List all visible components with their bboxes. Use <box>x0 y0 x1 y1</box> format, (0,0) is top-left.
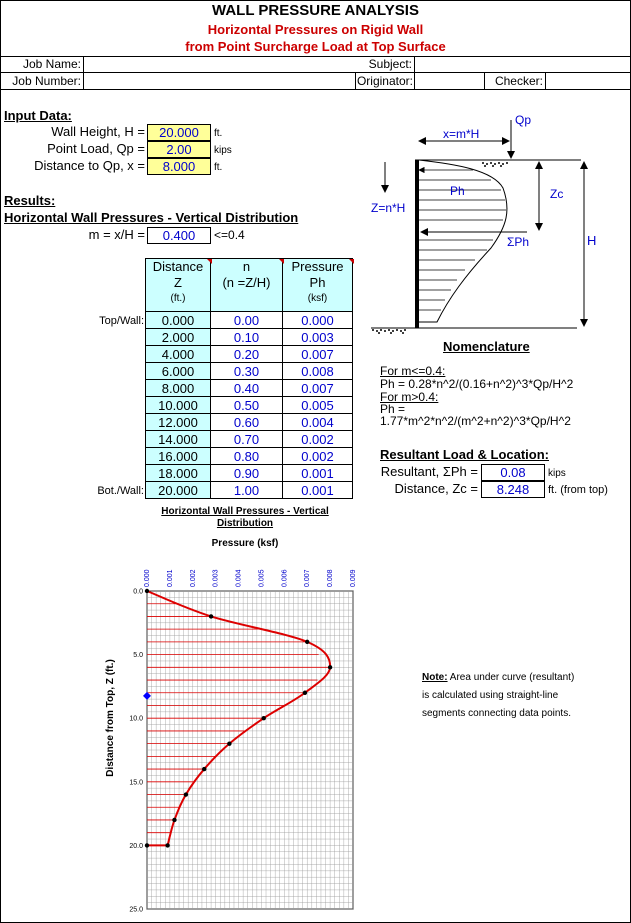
diagram-z-label: Z=n*H <box>371 201 406 215</box>
table-row: 20.000 1.00 0.001 <box>146 482 353 499</box>
chart-grid <box>147 591 353 909</box>
comment-indicator <box>207 259 212 264</box>
data-point <box>303 691 307 695</box>
col-pressure-header: Pressure Ph (ksf) <box>283 259 353 312</box>
diagram-sumph-label: ΣPh <box>507 235 530 249</box>
table-row: 0.000 0.00 0.000 <box>146 312 353 329</box>
checker-label: Checker: <box>494 74 543 88</box>
results-table <box>145 258 353 499</box>
diagram-ph-label: Ph <box>450 184 465 198</box>
zc-output: 8.248 <box>481 481 545 498</box>
nomenclature-line-2: Ph = 0.28*n^2/(0.16+n^2)^3*Qp/H^2 <box>380 377 574 391</box>
x-tick-label: 0.008 <box>327 569 335 587</box>
pressure-chart <box>95 500 375 920</box>
distance-input[interactable]: 8.000 <box>147 158 211 175</box>
comment-indicator <box>349 259 354 264</box>
note-label: Note: <box>422 672 448 683</box>
col-n-header: n (n =Z/H) <box>211 259 283 312</box>
wall-height-input[interactable]: 20.000 <box>147 124 211 141</box>
nomenclature-line-1: For m<=0.4: <box>380 364 446 378</box>
resultant-heading: Resultant Load & Location: <box>380 447 549 462</box>
page-title: WALL PRESSURE ANALYSIS <box>212 2 419 19</box>
data-point <box>209 614 213 618</box>
x-tick-label: 0.001 <box>166 569 174 587</box>
note-line-2: is calculated using straight-line <box>422 690 559 701</box>
m-output: 0.400 <box>147 227 211 244</box>
diagram-x-label: x=m*H <box>443 127 480 141</box>
m-note: <=0.4 <box>214 228 245 242</box>
zc-unit: ft. (from top) <box>548 484 608 496</box>
chart-y-axis-label: Distance from Top, Z (ft.) <box>105 659 116 777</box>
data-point <box>202 767 206 771</box>
results-heading: Results: <box>4 193 56 208</box>
header-line-3 <box>0 89 631 90</box>
table-row: 4.000 0.20 0.007 <box>146 346 353 363</box>
diagram-zc-label: Zc <box>550 187 564 201</box>
note-line-1 <box>422 668 574 687</box>
data-point <box>184 792 188 796</box>
resultant-label: Resultant, ΣPh = <box>380 464 478 479</box>
job-number-field[interactable] <box>84 73 354 88</box>
diagram-qp-label: Qp <box>515 113 532 127</box>
resultant-output: 0.08 <box>481 464 545 481</box>
resultant-unit: kips <box>548 468 566 479</box>
data-point <box>305 640 309 644</box>
x-tick-label: 0.002 <box>189 569 197 587</box>
nomenclature-line-5: 1.77*m^2*n^2/(m^2+n^2)^3*Qp/H^2 <box>380 414 571 428</box>
col-distance-header: Distance Z (ft.) <box>146 259 211 312</box>
wall-height-label: Wall Height, H = <box>51 124 145 139</box>
table-row: 16.000 0.80 0.002 <box>146 448 353 465</box>
bot-wall-label: Bot./Wall: <box>97 485 144 497</box>
distance-unit: ft. <box>214 162 223 173</box>
page-subtitle-2: from Point Surcharge Load at Top Surface <box>185 39 446 54</box>
note-text: Area under curve (resultant) <box>447 672 575 683</box>
nomenclature-line-4: Ph = <box>380 402 406 416</box>
x-tick-label: 0.005 <box>258 569 266 587</box>
table-row: 14.000 0.70 0.002 <box>146 431 353 448</box>
results-subheading: Horizontal Wall Pressures - Vertical Distribution <box>4 210 299 225</box>
nomenclature-line-3: For m>0.4: <box>380 390 439 404</box>
top-wall-label: Top/Wall: <box>99 315 144 327</box>
table-row: 18.000 0.90 0.001 <box>146 465 353 482</box>
y-tick-label: 20.0 <box>129 842 143 850</box>
data-point <box>328 665 332 669</box>
y-tick-label: 10.0 <box>129 715 143 723</box>
data-point <box>227 741 231 745</box>
comment-indicator <box>279 259 284 264</box>
y-tick-label: 25.0 <box>129 906 143 914</box>
data-point <box>145 843 149 847</box>
table-row: 8.000 0.40 0.007 <box>146 380 353 397</box>
x-tick-label: 0.006 <box>281 569 289 587</box>
diagram-h-label: H <box>587 233 597 248</box>
checker-field[interactable] <box>546 73 630 88</box>
distance-label: Distance to Qp, x = <box>34 158 145 173</box>
subject-label: Subject: <box>368 57 412 71</box>
job-number-label: Job Number: <box>12 74 81 88</box>
subject-field[interactable] <box>415 57 629 72</box>
chart-title-line-2: Distribution <box>216 518 274 529</box>
chart-title: Horizontal Wall Pressures - Vertical <box>161 506 329 517</box>
x-tick-label: 0.004 <box>235 569 243 587</box>
x-tick-label: 0.009 <box>350 569 357 587</box>
job-name-field[interactable] <box>84 57 352 72</box>
x-tick-label: 0.000 <box>144 569 151 587</box>
originator-label: Originator: <box>356 74 413 88</box>
data-point <box>165 843 169 847</box>
point-load-input[interactable]: 2.00 <box>147 141 211 158</box>
x-tick-label: 0.007 <box>304 569 312 587</box>
input-data-heading: Input Data: <box>4 108 72 123</box>
point-load-label: Point Load, Qp = <box>47 141 145 156</box>
data-point <box>172 818 176 822</box>
table-row: 12.000 0.60 0.004 <box>146 414 353 431</box>
zc-label: Distance, Zc = <box>394 481 478 496</box>
table-row: 6.000 0.30 0.008 <box>146 363 353 380</box>
data-point <box>262 716 266 720</box>
page-subtitle-1: Horizontal Pressures on Rigid Wall <box>207 22 424 37</box>
data-point <box>145 589 149 593</box>
chart-x-axis-label: Pressure (ksf) <box>211 538 279 549</box>
point-load-unit: kips <box>214 145 232 156</box>
wall-diagram <box>365 108 630 343</box>
m-label: m = x/H = <box>88 227 145 242</box>
wall-height-unit: ft. <box>214 128 223 139</box>
y-tick-label: 0.0 <box>133 588 143 596</box>
note-line-3: segments connecting data points. <box>422 708 571 719</box>
y-tick-label: 15.0 <box>129 779 143 787</box>
table-row: 2.000 0.10 0.003 <box>146 329 353 346</box>
x-tick-label: 0.003 <box>212 569 220 587</box>
y-tick-label: 5.0 <box>133 652 143 660</box>
table-row: 10.000 0.50 0.005 <box>146 397 353 414</box>
nomenclature-heading: Nomenclature <box>443 339 530 354</box>
originator-field[interactable] <box>415 73 483 88</box>
job-name-label: Job Name: <box>22 57 81 71</box>
